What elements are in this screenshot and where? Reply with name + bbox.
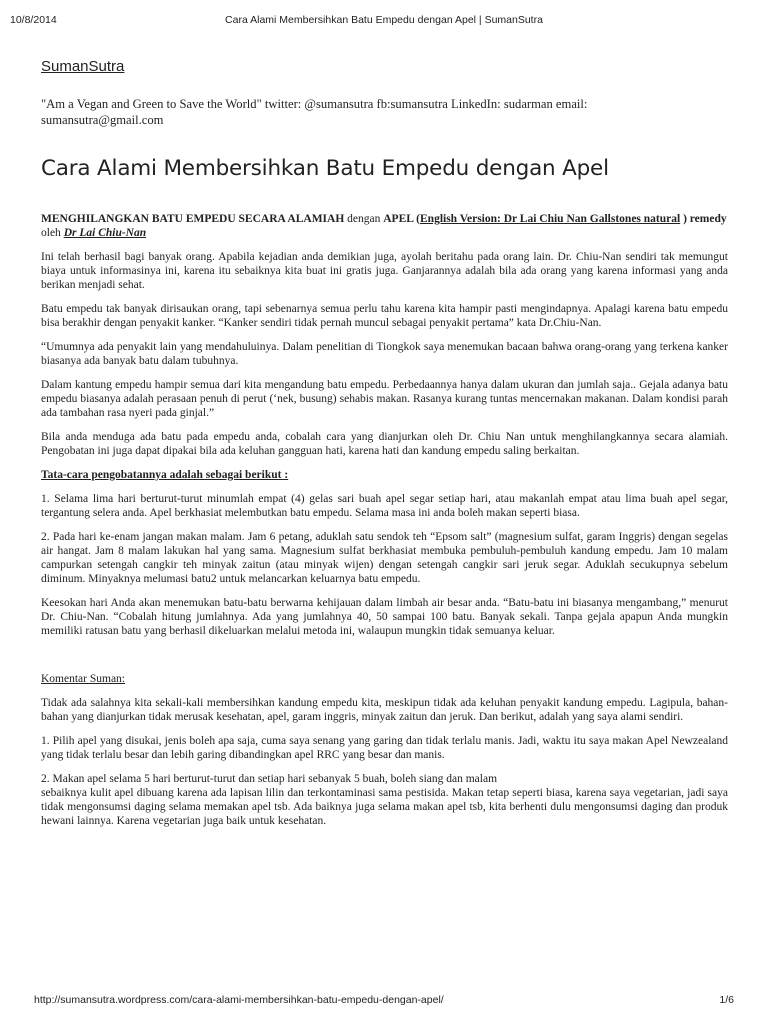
paragraph: Bila anda menduga ada batu pada empedu anda, cobalah cara yang dianjurkan oleh Dr. Chiu Nan untuk menghilangkannya secara alamiah. Pengobatan ini juga dapat dipakai bila ada keluhan gangguan hati, karena hati dan kandung empedu saling berkaitan. xyxy=(41,431,728,457)
comment-step-line: 2. Makan apel selama 5 hari berturut-turut dan setiap hari sebanyak 5 buah, boleh siang dan malam xyxy=(41,773,498,785)
print-date: 10/8/2014 xyxy=(10,14,57,26)
intro-dengan: dengan xyxy=(344,213,384,225)
paragraph: Dalam kantung empedu hampir semua dari kita mengandung batu empedu. Perbedaannya hanya dalam ukuran dan jumlah saja.. Gejala adanya batu empedu biasanya adalah perasaan penuh di perut (‘nek, busung) sehabis makan. Rasanya kurang tuntas mencernakan makanan. Dalam kondisi parah ada tambahan rasa nyeri pada ginjal.” xyxy=(41,379,728,419)
author-prefix: oleh xyxy=(41,227,64,239)
paragraph: Batu empedu tak banyak dirisaukan orang, tapi sebenarnya semua perlu tahu karena kita hampir pasti mengindapnya. Apalagi karena batu empedu bisa berakhir dengan penyakit kanker. “Kanker sendiri tidak pernah muncul sebagai penyakit pertama” kata Dr.Chiu-Nan. xyxy=(41,303,728,329)
comment-heading: Komentar Suman: xyxy=(41,673,125,685)
after-steps-paragraph: Keesokan hari Anda akan menemukan batu-batu berwarna kehijauan dalam limbah air besar anda. “Batu-batu ini biasanya mengambang,” menurut Dr. Chiu-Nan. “Cobalah hitung jumlahnya. Ada yang jumlahnya 40, 50 sampai 100 batu. Banyak sekali. Tanpa gejala apapun Anda mungkin memiliki ratusan batu yang berhasil dikeluarkan melalui metoda ini, walaupun mungkin tidak semuanya keluar. xyxy=(41,597,728,637)
page-number: 1/6 xyxy=(719,994,734,1006)
paragraph: Ini telah berhasil bagi banyak orang. Apabila kejadian anda demikian juga, ayolah beritahu pada orang lain. Dr. Chiu-Nan sendiri tak memungut biaya untuk informasinya ini, karena itu sebaiknya kita buat ini gratis juga. Ganjarannya adalah bila ada orang yang karena informasi yang anda berikan menjadi sehat. xyxy=(41,251,728,291)
comment-step-rest: sebaiknya kulit apel dibuang karena ada lapisan lilin dan terkontaminasi sama pestisida. Makan tetap seperti biasa, karena saya vegetarian, jadi saya tidak mengonsumsi daging selama memakan apel tsb. Ada baiknya juga selama makan apel tsb, kita berhenti dulu mengonsumsi daging dan produk hewani lainnya. Karena vegetarian juga baik untuk kesehatan. xyxy=(41,787,728,827)
intro-remedy: ) remedy xyxy=(680,213,727,225)
comment-paragraph: 1. Pilih apel yang disukai, jenis boleh apa saja, cuma saya senang yang garing dan tidak terlalu manis. Jadi, waktu itu saya makan Apel Newzealand yang tidak terlalu besar dan lebih garing dibandingkan apel RRC yang besar dan manis. xyxy=(41,735,728,761)
site-tagline: "Am a Vegan and Green to Save the World" twitter: @sumansutra fb:sumansutra LinkedIn: sudarman email: sumansutra@gmail.com xyxy=(41,97,588,127)
paragraph: “Umumnya ada penyakit lain yang mendahuluinya. Dalam penelitian di Tiongkok saya menemukan bacaan bahwa orang-orang yang terkena kanker biasanya ada banyak batu dalam tubuhnya. xyxy=(41,341,728,367)
spacer xyxy=(41,648,728,672)
step-item: 1. Selama lima hari berturut-turut minumlah empat (4) gelas sari buah apel segar setiap hari, atau makanlah empat atau lima buah apel segar, tergantung selera anda. Apel berkhasiat melembutkan batu empedu. Selama masa ini anda boleh makan seperti biasa. xyxy=(41,493,728,519)
english-version-link[interactable]: English Version: Dr Lai Chiu Nan Gallstones natural xyxy=(420,213,681,225)
print-url: http://sumansutra.wordpress.com/cara-alami-membersihkan-batu-empedu-dengan-apel/ xyxy=(34,994,444,1006)
print-header xyxy=(0,14,768,28)
author-line xyxy=(41,226,728,240)
intro-line xyxy=(41,212,728,226)
post-content xyxy=(41,212,728,838)
intro-apel: APEL ( xyxy=(383,213,420,225)
print-page-title: Cara Alami Membersihkan Batu Empedu dengan Apel | SumanSutra xyxy=(225,14,543,26)
post-title: Cara Alami Membersihkan Batu Empedu dengan Apel xyxy=(41,156,609,181)
step-item: 2. Pada hari ke-enam jangan makan malam. Jam 6 petang, aduklah satu sendok teh “Epsom salt” (magnesium sulfat, garam Inggris) dengan segelas air hangat. Jam 8 malam lakukan hal yang sama. Magnesium sulfat berkhasiat membuka pembuluh-pembuluh kandung empedu. Jam 10 malam campurkan setengah cangkir teh minyak zaitun (atau minyak wijen) dengan setengah cangkir sari jeruk segar. Aduklah secukupnya sebelum diminum. Minyaknya melumasi batu2 untuk melancarkan keluarnya batu empedu. xyxy=(41,531,728,585)
print-footer xyxy=(0,994,768,1008)
site-title-link[interactable]: SumanSutra xyxy=(41,58,125,75)
author-link[interactable]: Dr Lai Chiu-Nan xyxy=(63,227,147,239)
steps-heading: Tata-cara pengobatannya adalah sebagai berikut : xyxy=(41,469,289,481)
comment-paragraph: Tidak ada salahnya kita sekali-kali membersihkan kandung empedu kita, meskipun tidak ada keluhan penyakit kandung empedu. Lagipula, bahan-bahan yang dianjurkan tidak merusak kesehatan, apel, garam inggris, minyak zaitun dan jeruk. Dan berikut, adalah yang saya alami sendiri. xyxy=(41,697,728,723)
intro-heading: MENGHILANGKAN BATU EMPEDU SECARA ALAMIAH xyxy=(41,213,345,225)
